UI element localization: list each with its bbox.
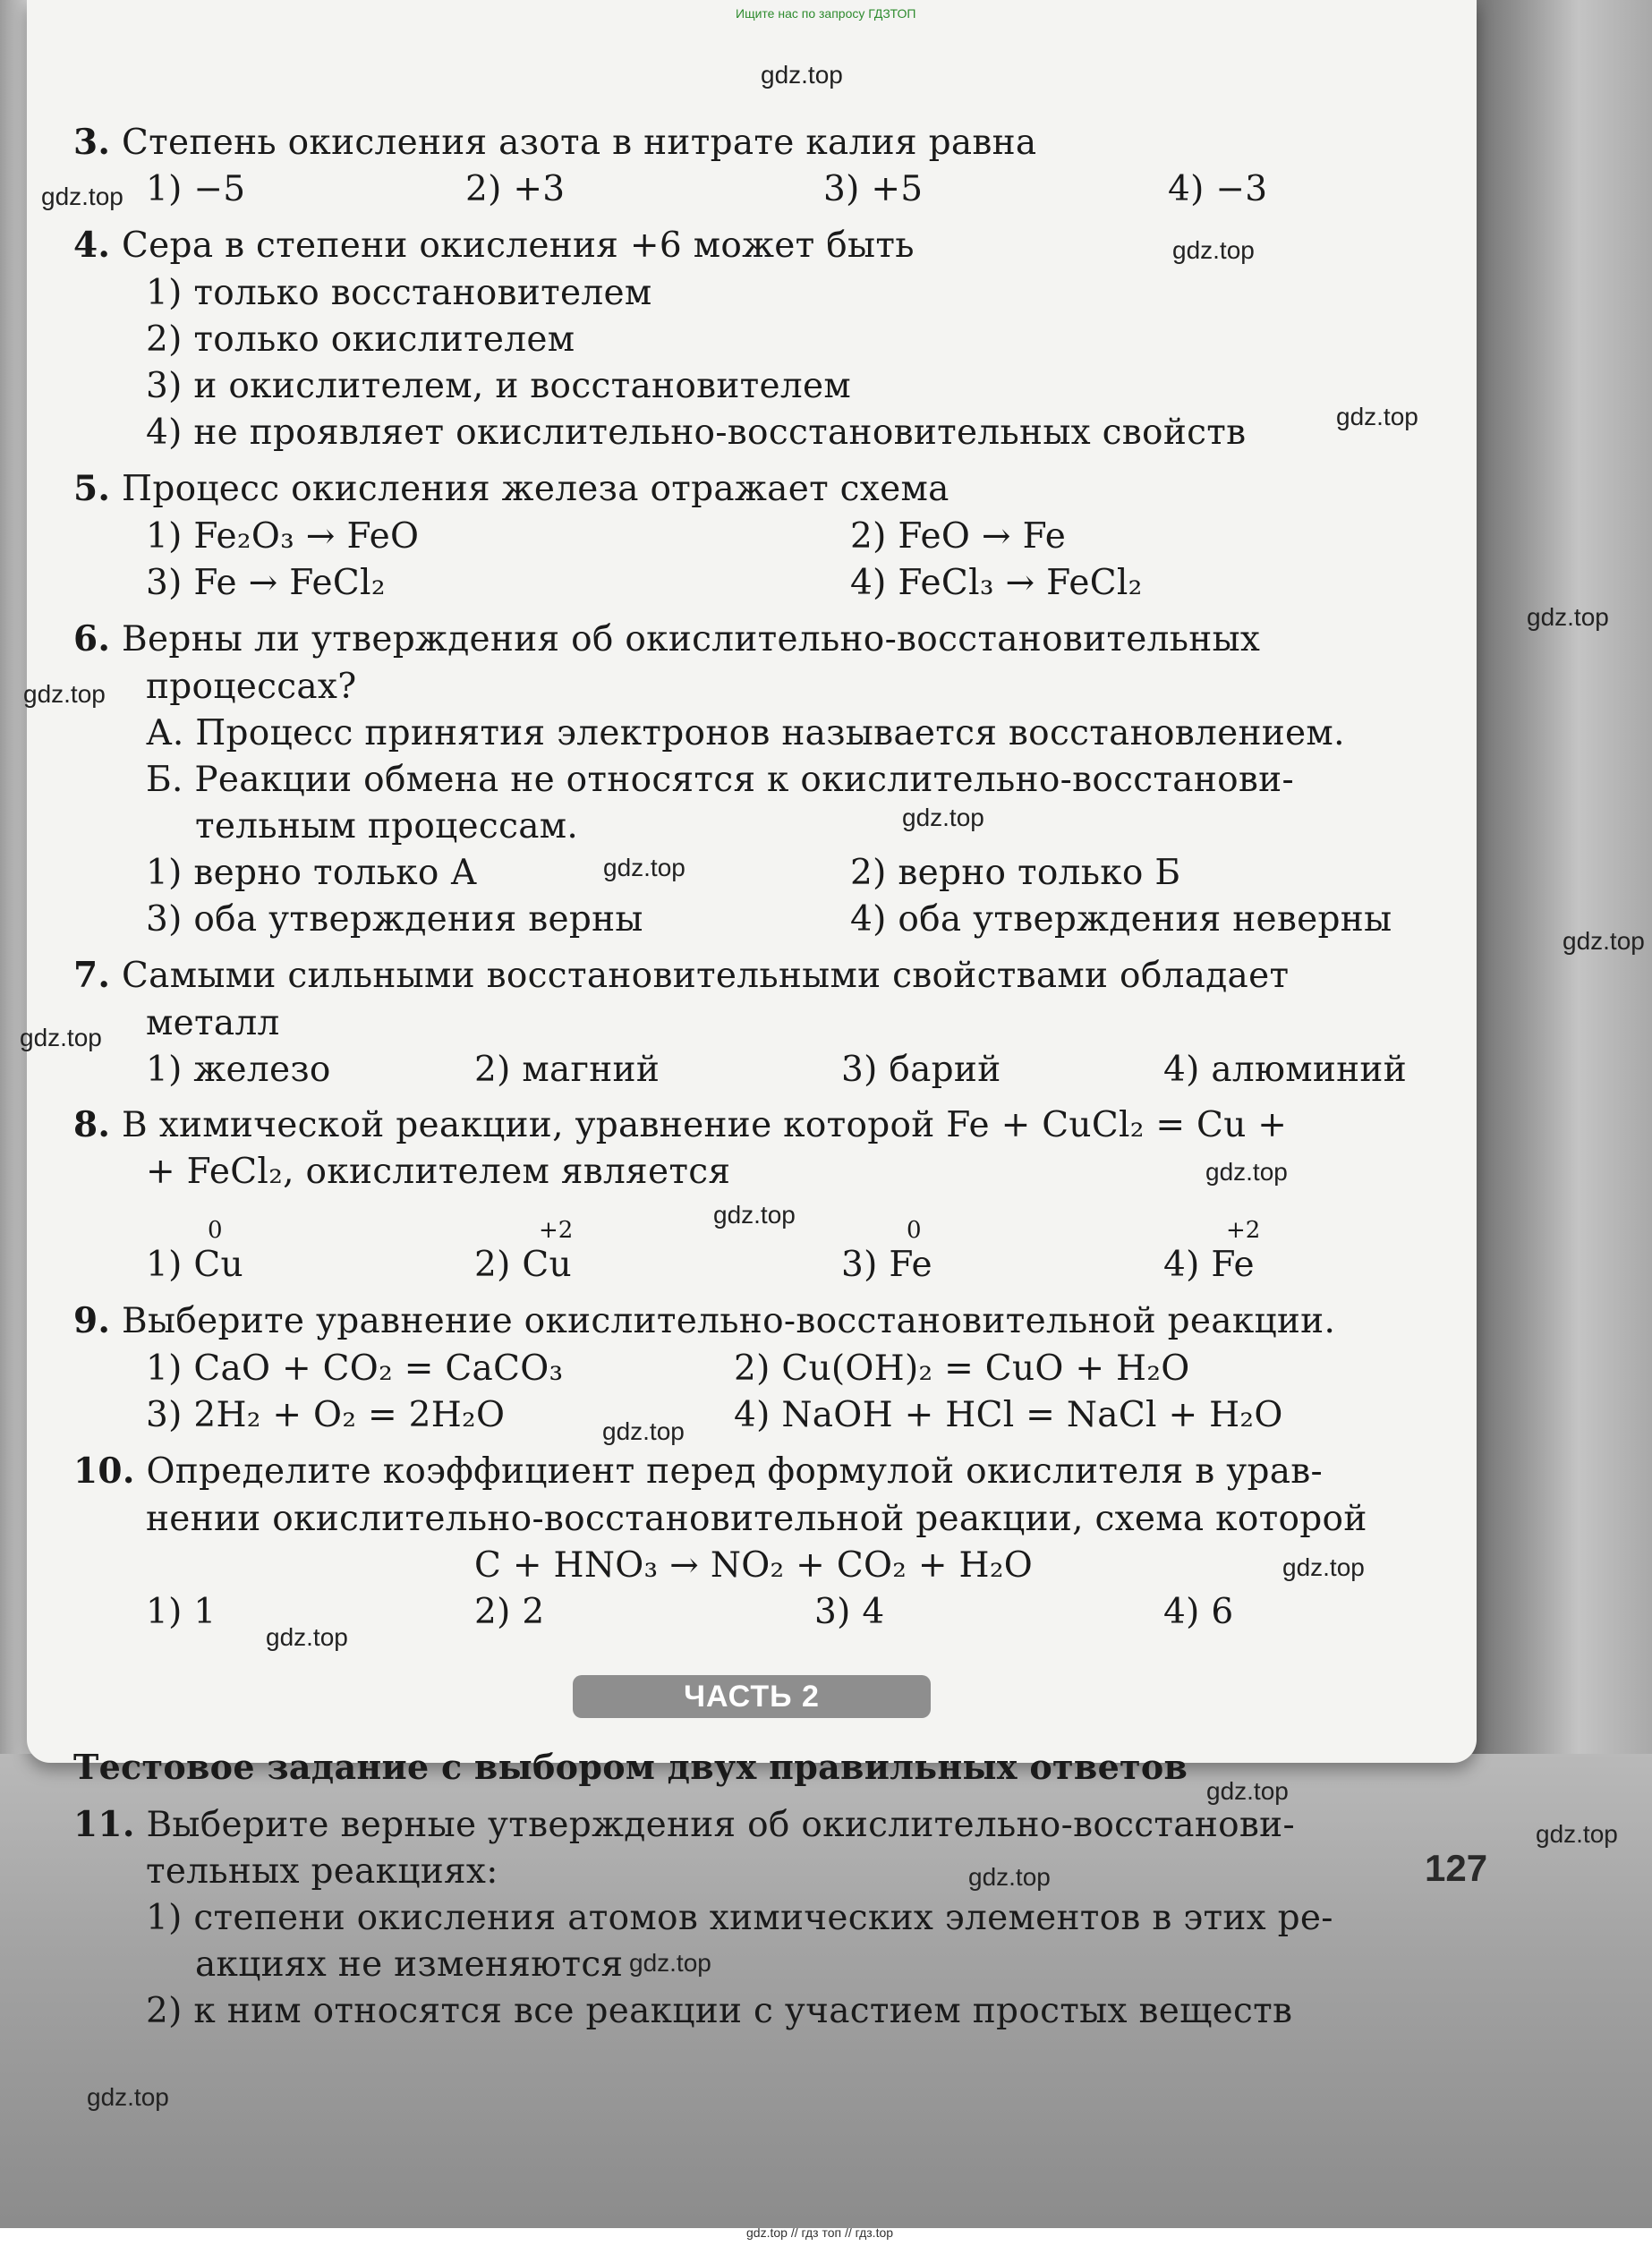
q8-option-1: 1) Cu	[146, 1245, 243, 1285]
q6-option-4: 4) оба утверждения неверны	[850, 899, 1392, 940]
q6-statement-b-line1: Б. Реакции обмена не относятся к окислительно-восстанови-	[146, 760, 1294, 800]
q9-option-3: 3) 2H₂ + O₂ = 2H₂O	[146, 1395, 506, 1435]
q9-text: Выберите уравнение окислительно-восстановительной реакции.	[122, 1301, 1336, 1341]
q3-option-1: 1) −5	[146, 169, 246, 209]
q10-option-2: 2) 2	[474, 1592, 545, 1632]
q7-stem-line2: металл	[146, 1003, 280, 1043]
q7-text-line1: Самыми сильными восстановительными свойствами обладает	[122, 956, 1290, 996]
q8-text-line1: В химической реакции, уравнение которой Fe + CuCl₂ = Cu +	[122, 1105, 1288, 1145]
q11-stem-line1	[73, 1804, 1295, 1845]
watermark: gdz.top	[1563, 927, 1645, 955]
q3-option-2: 2) +3	[465, 169, 566, 209]
q3-text: Степень окисления азота в нитрате калия равна	[122, 123, 1037, 163]
watermark-bottom: gdz.top // гдз топ // гдз.top	[746, 2225, 894, 2240]
watermark: gdz.top	[761, 61, 843, 89]
q4-option-3: 3) и окислителем, и восстановителем	[146, 366, 852, 406]
q7-stem-line1	[73, 955, 1290, 996]
q10-option-4: 4) 6	[1163, 1592, 1234, 1632]
q8-charge-1: 0	[208, 1217, 223, 1244]
q8-charge-2: +2	[539, 1217, 574, 1244]
q7-number: 7.	[73, 955, 111, 996]
watermark: gdz.top	[1527, 603, 1609, 631]
q10-option-3: 3) 4	[814, 1592, 885, 1632]
q8-stem-line1	[73, 1104, 1288, 1145]
q7-option-1: 1) железо	[146, 1050, 331, 1090]
watermark-top: Ищите нас по запросу ГДЗТОП	[736, 6, 916, 21]
q9-number: 9.	[73, 1300, 111, 1341]
q9-option-4: 4) NaOH + HCl = NaCl + H₂O	[734, 1395, 1283, 1435]
q6-stem-line1	[73, 618, 1261, 659]
q5-option-3: 3) Fe → FeCl₂	[146, 563, 386, 603]
q3-number: 3.	[73, 122, 111, 163]
q8-charge-4: +2	[1226, 1217, 1261, 1244]
q8-charge-3: 0	[907, 1217, 922, 1244]
q3-option-3: 3) +5	[823, 169, 924, 209]
q6-statement-b-line2: тельным процессам.	[195, 806, 579, 847]
q3-stem	[73, 122, 1037, 163]
part-2-header: ЧАСТЬ 2	[573, 1675, 931, 1718]
watermark: gdz.top	[23, 680, 106, 708]
q3-option-4: 4) −3	[1168, 169, 1268, 209]
q7-option-2: 2) магний	[474, 1050, 660, 1090]
q10-text-line1: Определите коэффициент перед формулой окислителя в урав-	[146, 1451, 1324, 1492]
q6-option-1: 1) верно только А	[146, 853, 478, 893]
watermark: gdz.top	[41, 183, 123, 210]
q5-option-1: 1) Fe₂O₃ → FeO	[146, 516, 420, 557]
q11-stem-line2: тельных реакциях:	[146, 1851, 498, 1892]
q5-number: 5.	[73, 468, 111, 509]
q9-stem	[73, 1300, 1336, 1341]
q8-stem-line2: + FeCl₂, окислителем является	[146, 1152, 731, 1192]
q11-option-2: 2) к ним относятся все реакции с участием простых веществ	[146, 1991, 1293, 2031]
q9-option-2: 2) Cu(OH)₂ = CuO + H₂O	[734, 1348, 1190, 1389]
q5-stem	[73, 468, 949, 509]
watermark: gdz.top	[1172, 236, 1255, 264]
q8-option-4: 4) Fe	[1163, 1245, 1255, 1285]
watermark: gdz.top	[968, 1863, 1051, 1891]
q5-text: Процесс окисления железа отражает схема	[122, 469, 949, 509]
q11-option-1-line1: 1) степени окисления атомов химических элементов в этих ре-	[146, 1898, 1333, 1938]
watermark: gdz.top	[266, 1623, 348, 1651]
watermark: gdz.top	[87, 2083, 169, 2111]
q10-option-1: 1) 1	[146, 1592, 217, 1632]
q4-stem	[73, 225, 915, 266]
q9-option-1: 1) CaO + CO₂ = CaCO₃	[146, 1348, 564, 1389]
q10-stem-line1	[73, 1451, 1324, 1492]
q10-number: 10.	[73, 1451, 135, 1492]
q4-number: 4.	[73, 225, 111, 266]
q10-stem-line2: нении окислительно-восстановительной реакции, схема которой	[146, 1499, 1367, 1539]
q6-option-3: 3) оба утверждения верны	[146, 899, 643, 940]
watermark: gdz.top	[20, 1024, 102, 1051]
q6-stem-line2: процессах?	[146, 667, 357, 707]
watermark: gdz.top	[1206, 1777, 1289, 1805]
q4-option-2: 2) только окислителем	[146, 319, 575, 360]
q6-number: 6.	[73, 618, 111, 659]
watermark: gdz.top	[603, 854, 685, 881]
watermark: gdz.top	[713, 1201, 796, 1229]
q6-statement-a: А. Процесс принятия электронов называется восстановлением.	[146, 713, 1345, 753]
q8-option-3: 3) Fe	[841, 1245, 932, 1285]
watermark: gdz.top	[1205, 1158, 1288, 1186]
watermark: gdz.top	[629, 1949, 711, 1977]
q4-option-4: 4) не проявляет окислительно-восстановительных свойств	[146, 413, 1247, 453]
q4-option-1: 1) только восстановителем	[146, 273, 652, 313]
q4-text: Сера в степени окисления +6 может быть	[122, 225, 915, 266]
q11-option-1-line2: акциях не изменяются	[195, 1944, 624, 1985]
watermark: gdz.top	[1536, 1820, 1618, 1848]
q5-option-2: 2) FeO → Fe	[850, 516, 1067, 557]
q10-scheme: C + HNO₃ → NO₂ + CO₂ + H₂O	[474, 1545, 1034, 1586]
q6-text-line1: Верны ли утверждения об окислительно-восстановительных	[122, 619, 1261, 659]
section-title: Тестовое задание с выбором двух правильных ответов	[73, 1747, 1188, 1787]
page-number: 127	[1425, 1847, 1488, 1889]
watermark: gdz.top	[1282, 1553, 1365, 1581]
q11-number: 11.	[73, 1804, 135, 1845]
q5-option-4: 4) FeCl₃ → FeCl₂	[850, 563, 1143, 603]
q7-option-4: 4) алюминий	[1163, 1050, 1408, 1090]
watermark: gdz.top	[1336, 403, 1418, 430]
q6-option-2: 2) верно только Б	[850, 853, 1181, 893]
q8-option-2: 2) Cu	[474, 1245, 572, 1285]
q7-option-3: 3) барий	[841, 1050, 1001, 1090]
q11-text-line1: Выберите верные утверждения об окислительно-восстанови-	[146, 1805, 1295, 1845]
watermark: gdz.top	[902, 804, 984, 831]
q8-number: 8.	[73, 1104, 111, 1145]
watermark: gdz.top	[602, 1417, 685, 1445]
